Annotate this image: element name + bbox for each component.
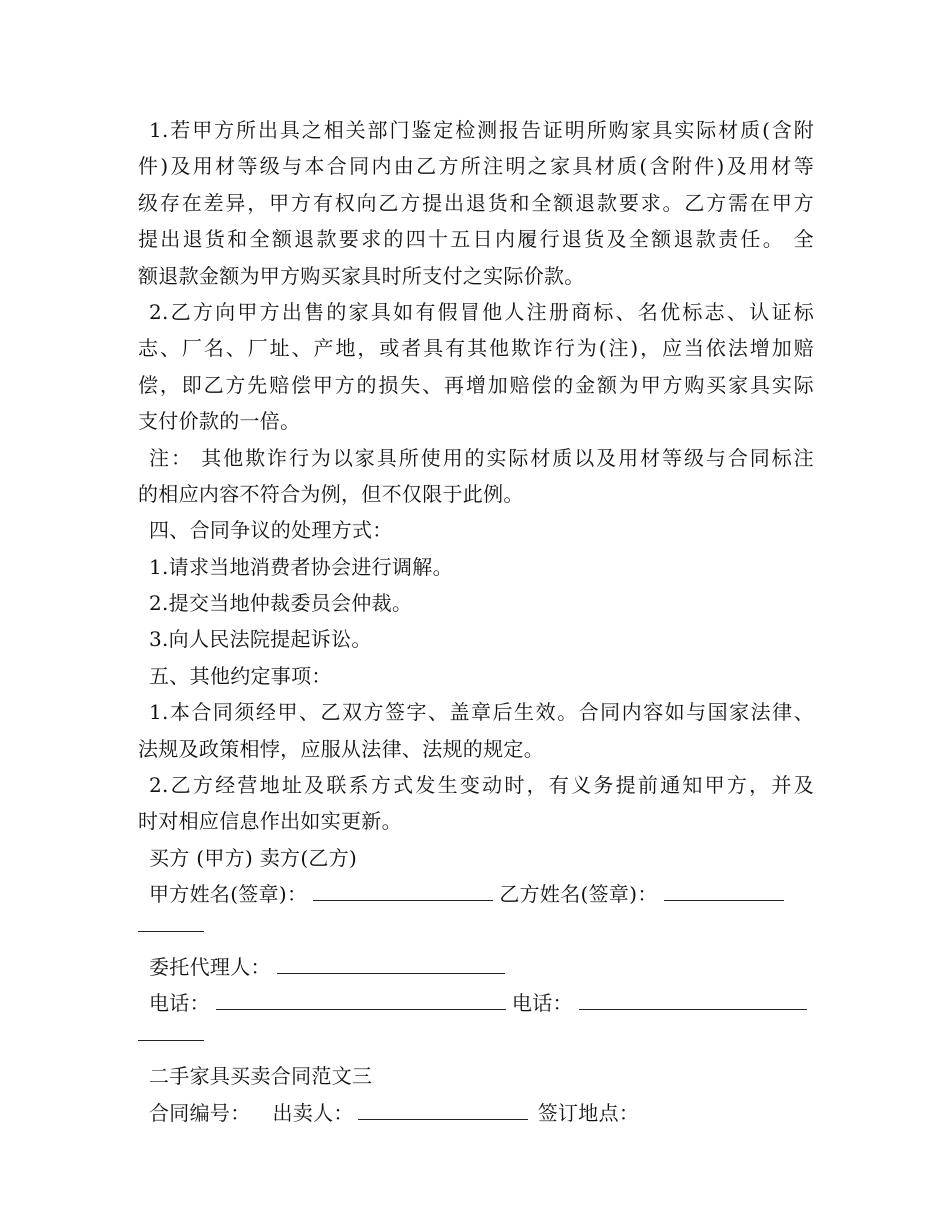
party-b-name-field-continued xyxy=(138,913,814,949)
phone-continuation-line xyxy=(138,1022,204,1041)
party-signature-row xyxy=(138,876,814,912)
party-b-name-label: 乙方姓名(签章)： xyxy=(499,882,658,907)
parties-heading: 买方 (甲方) 卖方(乙方) xyxy=(149,845,358,870)
agent-field[interactable] xyxy=(277,955,505,974)
clause-1-line-4: 提出退货和全额退款要求的四十五日内履行退货及全额退款责任。 全 xyxy=(138,227,814,252)
clause-1-line-1: 1.若甲方所出具之相关部门鉴定检测报告证明所购家具实际材质(含附 xyxy=(149,118,814,142)
note-line-2: 的相应内容不符合为例，但不仅限于此例。 xyxy=(138,481,524,506)
clause-2-line-3: 偿，即乙方先赔偿甲方的损失、再增加赔偿的金额为甲方购买家具实际 xyxy=(138,372,814,397)
clause-2-line-2: 志、厂名、厂址、产地，或者具有其他欺诈行为(注)，应当依法增加赔 xyxy=(138,336,814,361)
contract-no-label: 合同编号： xyxy=(149,1100,251,1125)
signature-continuation-line xyxy=(138,913,204,932)
section-4-heading: 四、合同争议的处理方式： xyxy=(149,518,393,543)
note-line-1: 注： 其他欺诈行为以家具所使用的实际材质以及用材等级与合同标注 xyxy=(149,445,814,470)
phone-row xyxy=(138,985,814,1021)
seller-label: 出卖人： xyxy=(272,1100,354,1125)
seller-field[interactable] xyxy=(358,1101,528,1120)
phone-a-field[interactable] xyxy=(216,991,506,1010)
agent-row xyxy=(138,949,814,985)
dispute-option-1: 1.请求当地消费者协会进行调解。 xyxy=(149,554,453,579)
other-item-1-line-2: 法规及政策相悖，应服从法律、法规的规定。 xyxy=(138,736,544,761)
party-a-name-field[interactable] xyxy=(313,882,493,901)
party-a-name-label: 甲方姓名(签章)： xyxy=(149,882,308,907)
other-item-1-line-1: 1.本合同须经甲、乙双方签字、盖章后生效。合同内容如与国家法律、 xyxy=(149,700,814,725)
contract-header-row xyxy=(138,1095,814,1131)
clause-1-line-3: 级存在差异，甲方有权向乙方提出退货和全额退款要求。乙方需在甲方 xyxy=(138,190,814,215)
phone-a-label: 电话： xyxy=(149,991,210,1016)
document-page xyxy=(138,112,814,1131)
dispute-option-3: 3.向人民法院提起诉讼。 xyxy=(149,627,372,652)
section-title: 二手家具买卖合同范文三 xyxy=(149,1064,373,1089)
place-label: 签订地点： xyxy=(537,1100,640,1125)
phone-b-field[interactable] xyxy=(579,991,807,1010)
dispute-option-2: 2.提交当地仲裁委员会仲裁。 xyxy=(149,591,413,616)
party-b-name-field[interactable] xyxy=(664,882,784,901)
phone-b-label: 电话： xyxy=(511,991,573,1016)
clause-2-line-4: 支付价款的一倍。 xyxy=(138,409,301,434)
clause-1-line-2: 件)及用材等级与本合同内由乙方所注明之家具材质(含附件)及用材等 xyxy=(138,154,814,179)
other-item-2-line-1: 2.乙方经营地址及联系方式发生变动时，有义务提前通知甲方，并及 xyxy=(149,773,814,798)
other-item-2-line-2: 时对相应信息作出如实更新。 xyxy=(138,809,402,834)
clause-2-line-1: 2.乙方向甲方出售的家具如有假冒他人注册商标、名优标志、认证标 xyxy=(149,299,814,324)
phone-b-field-continued xyxy=(138,1022,814,1058)
section-5-heading: 五、其他约定事项： xyxy=(149,663,332,688)
clause-1-line-5: 额退款金额为甲方购买家具时所支付之实际价款。 xyxy=(138,263,585,288)
agent-label: 委托代理人： xyxy=(149,954,271,979)
